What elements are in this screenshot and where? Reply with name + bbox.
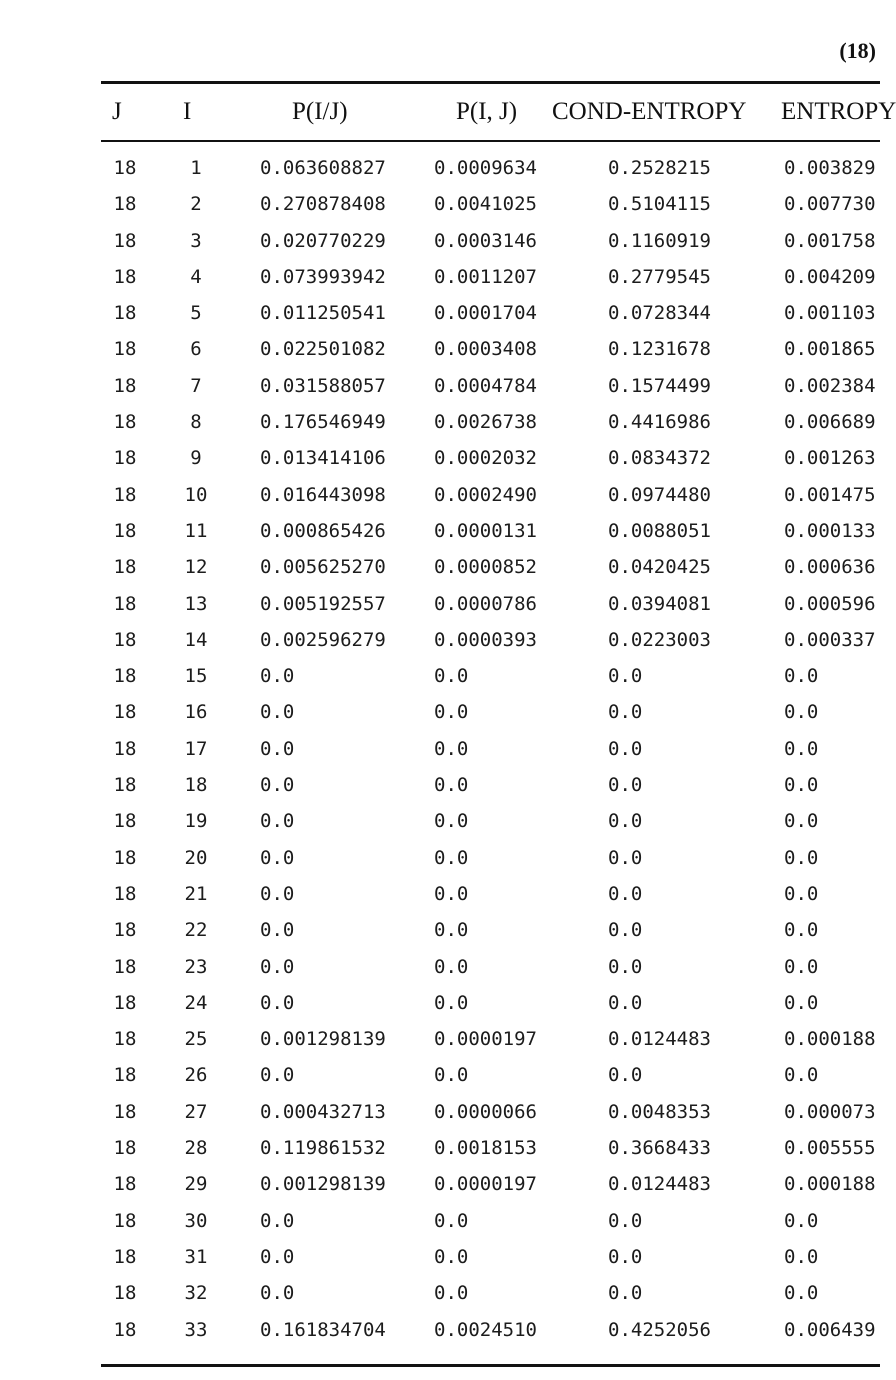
- table-row: [0, 516, 880, 552]
- cell-entropy: 0.002384: [784, 374, 876, 397]
- table-row: [0, 552, 880, 588]
- cell-entropy: 0.000636: [784, 556, 876, 579]
- cell-entropy: 0.0: [784, 955, 819, 978]
- cell-p-i-given-j: 0.001298139: [260, 1028, 386, 1051]
- cell-entropy: 0.001475: [784, 483, 876, 506]
- cell-cond-entropy: 0.0124483: [608, 1173, 711, 1196]
- cell-j: 18: [113, 1028, 137, 1051]
- table-row: [0, 1278, 880, 1314]
- cell-p-i-given-j: 0.002596279: [260, 628, 386, 651]
- cell-i: 3: [190, 229, 202, 252]
- table-row: [0, 1060, 880, 1096]
- cell-p-i-j: 0.0000197: [434, 1028, 537, 1051]
- cell-j: 18: [113, 265, 137, 288]
- cell-p-i-j: 0.0000066: [434, 1100, 537, 1123]
- header-j: J: [112, 98, 122, 125]
- cell-p-i-j: 0.0: [434, 665, 469, 688]
- cell-i: 2: [190, 193, 202, 216]
- cell-p-i-j: 0.0: [434, 1282, 469, 1305]
- cell-cond-entropy: 0.0: [608, 882, 643, 905]
- page-number: (18): [839, 38, 876, 63]
- cell-j: 18: [113, 374, 137, 397]
- cell-p-i-j: 0.0002490: [434, 483, 537, 506]
- cell-i: 19: [184, 810, 208, 833]
- cell-p-i-j: 0.0: [434, 919, 469, 942]
- cell-j: 18: [113, 737, 137, 760]
- cell-cond-entropy: 0.1160919: [608, 229, 711, 252]
- cell-p-i-j: 0.0002032: [434, 447, 537, 470]
- cell-p-i-given-j: 0.0: [260, 737, 295, 760]
- cell-entropy: 0.0: [784, 810, 819, 833]
- cell-p-i-given-j: 0.0: [260, 882, 295, 905]
- cell-cond-entropy: 0.2528215: [608, 157, 711, 179]
- table-row: [0, 770, 880, 806]
- cell-i: 1: [190, 157, 202, 179]
- cell-p-i-j: 0.0: [434, 774, 469, 797]
- table-row: [0, 697, 880, 733]
- cell-entropy: 0.0: [784, 737, 819, 760]
- cell-cond-entropy: 0.0: [608, 665, 643, 688]
- cell-i: 27: [184, 1100, 208, 1123]
- cell-cond-entropy: 0.0: [608, 955, 643, 978]
- cell-i: 14: [184, 628, 208, 651]
- cell-p-i-given-j: 0.176546949: [260, 411, 386, 434]
- table-row: [0, 226, 880, 262]
- cell-p-i-given-j: 0.161834704: [260, 1318, 386, 1341]
- cell-j: 18: [113, 810, 137, 833]
- cell-i: 8: [190, 411, 202, 434]
- cell-cond-entropy: 0.5104115: [608, 193, 711, 216]
- cell-p-i-given-j: 0.0: [260, 919, 295, 942]
- cell-j: 18: [113, 1209, 137, 1232]
- cell-j: 18: [113, 229, 137, 252]
- cell-j: 18: [113, 447, 137, 470]
- cell-entropy: 0.000596: [784, 592, 876, 615]
- cell-entropy: 0.006439: [784, 1318, 876, 1341]
- cell-entropy: 0.005555: [784, 1137, 876, 1160]
- cell-i: 23: [184, 955, 208, 978]
- cell-p-i-j: 0.0: [434, 991, 469, 1014]
- cell-p-i-j: 0.0: [434, 882, 469, 905]
- cell-j: 18: [113, 1100, 137, 1123]
- cell-entropy: 0.004209: [784, 265, 876, 288]
- cell-p-i-given-j: 0.022501082: [260, 338, 386, 361]
- cell-i: 12: [184, 556, 208, 579]
- cell-p-i-j: 0.0: [434, 701, 469, 724]
- cell-i: 17: [184, 737, 208, 760]
- table-row: [0, 915, 880, 951]
- cell-cond-entropy: 0.0: [608, 1209, 643, 1232]
- cell-entropy: 0.0: [784, 665, 819, 688]
- cell-cond-entropy: 0.0: [608, 810, 643, 833]
- cell-entropy: 0.000188: [784, 1173, 876, 1196]
- cell-j: 18: [113, 519, 137, 542]
- cell-cond-entropy: 0.0: [608, 919, 643, 942]
- cell-entropy: 0.001263: [784, 447, 876, 470]
- cell-i: 33: [184, 1318, 208, 1341]
- cell-p-i-j: 0.0009634: [434, 157, 537, 179]
- cell-i: 22: [184, 919, 208, 942]
- cell-p-i-given-j: 0.001298139: [260, 1173, 386, 1196]
- table-bottom-rule: [101, 1364, 880, 1367]
- cell-cond-entropy: 0.0: [608, 1245, 643, 1268]
- cell-p-i-given-j: 0.0: [260, 701, 295, 724]
- cell-i: 11: [184, 519, 208, 542]
- cell-p-i-j: 0.0004784: [434, 374, 537, 397]
- cell-i: 13: [184, 592, 208, 615]
- cell-p-i-j: 0.0003146: [434, 229, 537, 252]
- table-row: [0, 189, 880, 225]
- cell-j: 18: [113, 1064, 137, 1087]
- cell-entropy: 0.007730: [784, 193, 876, 216]
- table-row: [0, 988, 880, 1024]
- cell-p-i-j: 0.0000852: [434, 556, 537, 579]
- cell-p-i-j: 0.0: [434, 737, 469, 760]
- cell-p-i-j: 0.0000131: [434, 519, 537, 542]
- cell-entropy: 0.0: [784, 701, 819, 724]
- cell-p-i-j: 0.0041025: [434, 193, 537, 216]
- cell-entropy: 0.001103: [784, 302, 876, 325]
- cell-p-i-j: 0.0: [434, 810, 469, 833]
- cell-i: 4: [190, 265, 202, 288]
- cell-p-i-given-j: 0.0: [260, 846, 295, 869]
- table-row: [0, 843, 880, 879]
- cell-p-i-j: 0.0000786: [434, 592, 537, 615]
- table-row: [0, 407, 880, 443]
- cell-entropy: 0.000337: [784, 628, 876, 651]
- cell-j: 18: [113, 302, 137, 325]
- cell-i: 18: [184, 774, 208, 797]
- cell-p-i-given-j: 0.000865426: [260, 519, 386, 542]
- cell-p-i-given-j: 0.073993942: [260, 265, 386, 288]
- table-row: [0, 952, 880, 988]
- cell-cond-entropy: 0.1574499: [608, 374, 711, 397]
- cell-j: 18: [113, 592, 137, 615]
- cell-i: 7: [190, 374, 202, 397]
- cell-j: 18: [113, 411, 137, 434]
- cell-p-i-j: 0.0: [434, 1245, 469, 1268]
- cell-entropy: 0.0: [784, 882, 819, 905]
- cell-p-i-given-j: 0.0: [260, 1282, 295, 1305]
- table-row: [0, 153, 880, 189]
- cell-p-i-j: 0.0003408: [434, 338, 537, 361]
- table-row: [0, 443, 880, 479]
- table-row: [0, 734, 880, 770]
- cell-cond-entropy: 0.0223003: [608, 628, 711, 651]
- cell-j: 18: [113, 1173, 137, 1196]
- cell-p-i-j: 0.0024510: [434, 1318, 537, 1341]
- cell-p-i-given-j: 0.270878408: [260, 193, 386, 216]
- cell-entropy: 0.000073: [784, 1100, 876, 1123]
- table-row: [0, 1315, 880, 1351]
- cell-entropy: 0.001758: [784, 229, 876, 252]
- table-header: [0, 84, 896, 140]
- cell-i: 29: [184, 1173, 208, 1196]
- cell-j: 18: [113, 774, 137, 797]
- cell-p-i-j: 0.0011207: [434, 265, 537, 288]
- cell-j: 18: [113, 991, 137, 1014]
- cell-p-i-given-j: 0.0: [260, 1209, 295, 1232]
- cell-entropy: 0.0: [784, 1209, 819, 1232]
- cell-p-i-given-j: 0.0: [260, 955, 295, 978]
- cell-p-i-j: 0.0: [434, 1209, 469, 1232]
- cell-cond-entropy: 0.0974480: [608, 483, 711, 506]
- cell-j: 18: [113, 483, 137, 506]
- cell-i: 9: [190, 447, 202, 470]
- table-row: [0, 1169, 880, 1205]
- cell-p-i-given-j: 0.005192557: [260, 592, 386, 615]
- cell-cond-entropy: 0.0124483: [608, 1028, 711, 1051]
- cell-i: 28: [184, 1137, 208, 1160]
- cell-i: 26: [184, 1064, 208, 1087]
- cell-entropy: 0.0: [784, 1064, 819, 1087]
- header-p-i-j: P(I, J): [456, 98, 518, 125]
- cell-p-i-given-j: 0.0: [260, 1245, 295, 1268]
- table-row: [0, 1024, 880, 1060]
- cell-p-i-given-j: 0.005625270: [260, 556, 386, 579]
- cell-p-i-given-j: 0.020770229: [260, 229, 386, 252]
- table-row: [0, 371, 880, 407]
- cell-entropy: 0.000188: [784, 1028, 876, 1051]
- table-row: [0, 1133, 880, 1169]
- cell-entropy: 0.006689: [784, 411, 876, 434]
- cell-entropy: 0.001865: [784, 338, 876, 361]
- table-row: [0, 806, 880, 842]
- cell-p-i-j: 0.0001704: [434, 302, 537, 325]
- cell-j: 18: [113, 701, 137, 724]
- cell-j: 18: [113, 338, 137, 361]
- cell-i: 32: [184, 1282, 208, 1305]
- cell-i: 31: [184, 1245, 208, 1268]
- cell-entropy: 0.0: [784, 1282, 819, 1305]
- cell-p-i-j: 0.0000393: [434, 628, 537, 651]
- cell-cond-entropy: 0.0420425: [608, 556, 711, 579]
- cell-p-i-given-j: 0.013414106: [260, 447, 386, 470]
- table-row: [0, 589, 880, 625]
- cell-p-i-given-j: 0.0: [260, 665, 295, 688]
- cell-j: 18: [113, 157, 137, 179]
- cell-j: 18: [113, 1245, 137, 1268]
- cell-cond-entropy: 0.0: [608, 1282, 643, 1305]
- cell-p-i-given-j: 0.119861532: [260, 1137, 386, 1160]
- cell-p-i-given-j: 0.0: [260, 810, 295, 833]
- cell-cond-entropy: 0.1231678: [608, 338, 711, 361]
- cell-p-i-given-j: 0.0: [260, 774, 295, 797]
- cell-entropy: 0.0: [784, 919, 819, 942]
- cell-cond-entropy: 0.0: [608, 846, 643, 869]
- cell-entropy: 0.000133: [784, 519, 876, 542]
- cell-p-i-j: 0.0000197: [434, 1173, 537, 1196]
- table-row: [0, 1206, 880, 1242]
- cell-i: 15: [184, 665, 208, 688]
- cell-cond-entropy: 0.0394081: [608, 592, 711, 615]
- cell-cond-entropy: 0.0: [608, 701, 643, 724]
- cell-j: 18: [113, 193, 137, 216]
- header-i: I: [183, 98, 192, 125]
- cell-j: 18: [113, 955, 137, 978]
- header-p-i-given-j: P(I/J): [292, 98, 348, 125]
- cell-p-i-j: 0.0018153: [434, 1137, 537, 1160]
- table-header-rule: [101, 140, 880, 142]
- table-row: [0, 298, 880, 334]
- cell-cond-entropy: 0.0: [608, 1064, 643, 1087]
- cell-j: 18: [113, 882, 137, 905]
- cell-i: 25: [184, 1028, 208, 1051]
- cell-i: 5: [190, 302, 202, 325]
- table-body: [0, 153, 880, 1353]
- cell-cond-entropy: 0.0: [608, 774, 643, 797]
- cell-i: 6: [190, 338, 202, 361]
- cell-j: 18: [113, 665, 137, 688]
- header-entropy: ENTROPY: [781, 98, 896, 125]
- cell-p-i-given-j: 0.031588057: [260, 374, 386, 397]
- cell-entropy: 0.003829: [784, 157, 876, 179]
- table-row: [0, 625, 880, 661]
- cell-cond-entropy: 0.0834372: [608, 447, 711, 470]
- cell-i: 16: [184, 701, 208, 724]
- cell-cond-entropy: 0.0: [608, 991, 643, 1014]
- cell-p-i-given-j: 0.000432713: [260, 1100, 386, 1123]
- cell-entropy: 0.0: [784, 846, 819, 869]
- cell-j: 18: [113, 919, 137, 942]
- cell-j: 18: [113, 846, 137, 869]
- cell-entropy: 0.0: [784, 991, 819, 1014]
- table-row: [0, 480, 880, 516]
- cell-cond-entropy: 0.0088051: [608, 519, 711, 542]
- cell-j: 18: [113, 628, 137, 651]
- cell-p-i-given-j: 0.011250541: [260, 302, 386, 325]
- table-row: [0, 334, 880, 370]
- cell-cond-entropy: 0.0728344: [608, 302, 711, 325]
- cell-entropy: 0.0: [784, 774, 819, 797]
- header-cond-entropy: COND-ENTROPY: [552, 98, 747, 125]
- cell-cond-entropy: 0.3668433: [608, 1137, 711, 1160]
- table-row: [0, 1242, 880, 1278]
- cell-p-i-j: 0.0: [434, 846, 469, 869]
- cell-p-i-given-j: 0.016443098: [260, 483, 386, 506]
- table-row: [0, 262, 880, 298]
- cell-j: 18: [113, 1318, 137, 1341]
- table-row: [0, 1097, 880, 1133]
- cell-cond-entropy: 0.0048353: [608, 1100, 711, 1123]
- cell-i: 30: [184, 1209, 208, 1232]
- table-row: [0, 879, 880, 915]
- cell-cond-entropy: 0.4416986: [608, 411, 711, 434]
- cell-i: 10: [184, 483, 208, 506]
- cell-cond-entropy: 0.0: [608, 737, 643, 760]
- cell-j: 18: [113, 556, 137, 579]
- cell-p-i-j: 0.0: [434, 1064, 469, 1087]
- cell-entropy: 0.0: [784, 1245, 819, 1268]
- table-row: [0, 661, 880, 697]
- cell-cond-entropy: 0.2779545: [608, 265, 711, 288]
- cell-p-i-given-j: 0.063608827: [260, 157, 386, 179]
- cell-p-i-j: 0.0026738: [434, 411, 537, 434]
- cell-i: 21: [184, 882, 208, 905]
- cell-p-i-given-j: 0.0: [260, 991, 295, 1014]
- cell-p-i-given-j: 0.0: [260, 1064, 295, 1087]
- cell-cond-entropy: 0.4252056: [608, 1318, 711, 1341]
- cell-i: 24: [184, 991, 208, 1014]
- cell-p-i-j: 0.0: [434, 955, 469, 978]
- cell-j: 18: [113, 1137, 137, 1160]
- cell-i: 20: [184, 846, 208, 869]
- cell-j: 18: [113, 1282, 137, 1305]
